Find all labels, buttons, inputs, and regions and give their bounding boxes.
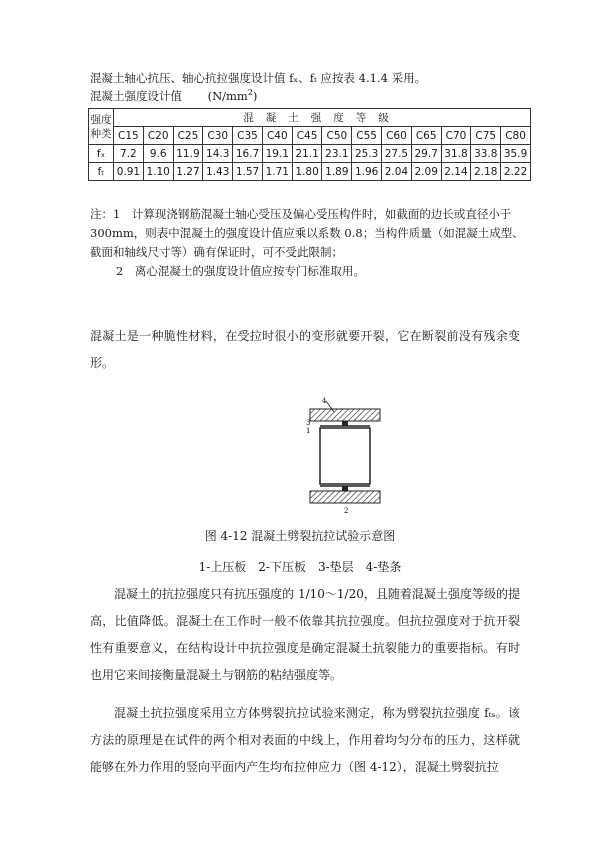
grade-cell: C25 xyxy=(173,127,203,145)
grade-cell: C35 xyxy=(233,127,263,145)
value-cell: 29.7 xyxy=(411,145,441,163)
table-row xyxy=(89,163,531,181)
value-cell: 27.5 xyxy=(382,145,412,163)
tensile-paragraph-2: 混凝土抗拉强度采用立方体劈裂抗拉试验来测定，称为劈裂抗拉强度 fₜₛ。该方法的原理是在试件的两个相对表面的中线上，作用着均匀分布的压力，这样就能够在外力作用的竖向平面内产生均布拉伸应力（图 4-12），混凝土劈裂抗拉 xyxy=(90,706,520,774)
label-4: 4 xyxy=(322,397,327,405)
specimen-cube xyxy=(320,428,370,484)
grade-header: 混凝土强度等级 xyxy=(114,109,531,127)
row-label: fₜ xyxy=(89,163,114,181)
value-cell: 1.71 xyxy=(262,163,292,181)
value-cell: 2.04 xyxy=(382,163,412,181)
value-cell: 0.91 xyxy=(114,163,144,181)
value-cell: 1.57 xyxy=(233,163,263,181)
table-title: 混凝土强度设计值 xyxy=(90,89,182,103)
value-cell: 31.8 xyxy=(441,145,471,163)
value-cell: 1.10 xyxy=(143,163,173,181)
value-cell: 2.22 xyxy=(501,163,531,181)
label-3: 3 xyxy=(306,419,311,427)
label-2: 2 xyxy=(344,507,349,515)
label-1: 1 xyxy=(306,427,311,435)
value-cell: 9.6 xyxy=(143,145,173,163)
value-cell: 35.9 xyxy=(501,145,531,163)
value-cell: 1.89 xyxy=(322,163,352,181)
value-cell: 23.1 xyxy=(322,145,352,163)
grade-cell: C65 xyxy=(411,127,441,145)
grade-cell: C70 xyxy=(441,127,471,145)
grade-row xyxy=(89,127,531,145)
grade-cell: C50 xyxy=(322,127,352,145)
value-cell: 2.09 xyxy=(411,163,441,181)
value-cell: 19.1 xyxy=(262,145,292,163)
value-cell: 1.96 xyxy=(352,163,382,181)
table-unit: $(N/mm^2)$ xyxy=(207,88,258,103)
value-cell: 21.1 xyxy=(292,145,322,163)
upper-platen xyxy=(310,409,380,421)
table-row xyxy=(89,145,531,163)
value-cell: 14.3 xyxy=(203,145,233,163)
value-cell: 16.7 xyxy=(233,145,263,163)
grade-cell: C75 xyxy=(471,127,501,145)
tensile-paragraph-1: 混凝土的抗拉强度只有抗压强度的 1/10～1/20，且随着混凝土强度等级的提高，比值降低。混凝土在工作时一般不依靠其抗拉强度。但抗拉强度对于抗开裂性有重要意义，在结构设计中抗拉强度是确定混凝土抗裂能力的重要指标。有时也用它来间接衡量混凝土与钢筋的粘结强度等。 xyxy=(90,587,520,682)
value-cell: 2.14 xyxy=(441,163,471,181)
table-caption xyxy=(90,88,257,104)
note-1: 注：1 计算现浇钢筋混凝土轴心受压及偏心受压构件时，如截面的边长或直径小于 300mm，则表中混凝土的强度设计值应乘以系数 0.8；当构件质量（如混凝土成型、截面和轴线尺寸等）确有保证时，可不受此限制； xyxy=(90,207,524,259)
value-cell: 11.9 xyxy=(173,145,203,163)
intro-line: 混凝土轴心抗压、轴心抗拉强度设计值 fₓ、fₜ 应按表 4.1.4 采用。 xyxy=(90,71,427,85)
value-cell: 25.3 xyxy=(352,145,382,163)
grade-cell: C20 xyxy=(143,127,173,145)
grade-cell: C80 xyxy=(501,127,531,145)
value-cell: 33.8 xyxy=(471,145,501,163)
row-header: 强度 种类 xyxy=(89,109,114,145)
grade-cell: C30 xyxy=(203,127,233,145)
grade-cell: C55 xyxy=(352,127,382,145)
row-label: fₓ xyxy=(89,145,114,163)
grade-cell: C15 xyxy=(114,127,144,145)
brittle-paragraph: 混凝土是一种脆性材料，在受拉时很小的变形就要开裂，它在断裂前没有残余变形。 xyxy=(90,329,520,370)
value-cell: 1.43 xyxy=(203,163,233,181)
figure-legend: 1-上压板 2-下压板 3-垫层 4-垫条 xyxy=(198,560,402,574)
lower-platen xyxy=(310,491,380,503)
value-cell: 2.18 xyxy=(471,163,501,181)
figure-caption: 图 4-12 混凝土劈裂抗拉试验示意图 xyxy=(204,529,396,543)
grade-cell: C60 xyxy=(382,127,412,145)
lower-strip xyxy=(342,486,348,491)
value-cell: 1.80 xyxy=(292,163,322,181)
grade-cell: C40 xyxy=(262,127,292,145)
value-cell: 1.27 xyxy=(173,163,203,181)
table-notes xyxy=(90,205,530,281)
value-cell: 7.2 xyxy=(114,145,144,163)
note-2: 2 离心混凝土的强度设计值应按专门标准取用。 xyxy=(116,264,365,278)
grade-cell: C45 xyxy=(292,127,322,145)
split-test-diagram xyxy=(300,395,390,515)
strength-table xyxy=(88,108,531,181)
